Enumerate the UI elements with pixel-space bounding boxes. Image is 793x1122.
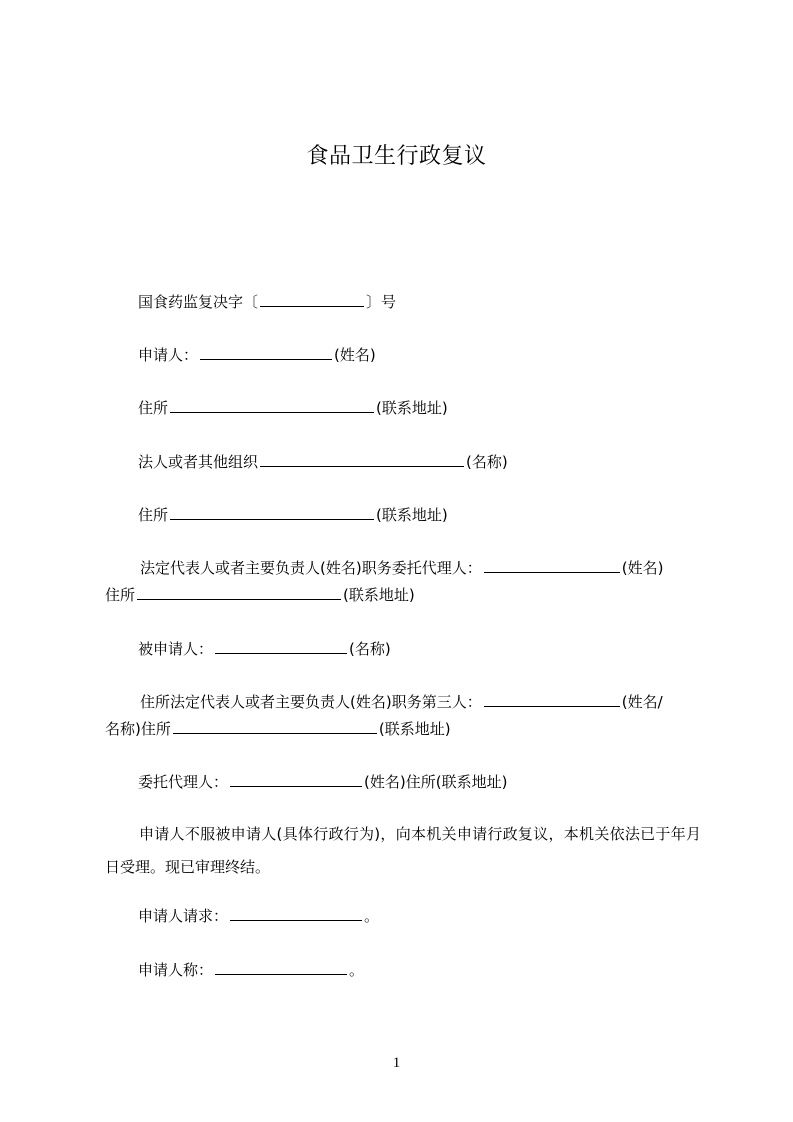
third-party-address-line [105, 719, 451, 738]
third-party-address-note: (联系地址) [378, 720, 451, 738]
request-end: 。 [364, 907, 380, 925]
organization-label: 法人或者其他组织 [138, 453, 259, 471]
applicant-note: (姓名) [334, 346, 376, 364]
third-party-line [140, 692, 663, 711]
third-party-cont: 名称)住所 [105, 720, 171, 738]
respondent-blank [215, 639, 347, 654]
decision-number-prefix: 国食药监复决字〔 [138, 293, 259, 311]
representative-label: 法定代表人或者主要负责人(姓名)职务委托代理人： [140, 559, 482, 577]
page-number: 1 [392, 1055, 401, 1071]
applicant-address-note: (联系地址) [376, 399, 448, 417]
representative-address-line [105, 585, 415, 604]
applicant-blank [200, 345, 332, 360]
agent-note: (姓名)住所(联系地址) [364, 773, 508, 791]
representative-address-label: 住所 [105, 586, 136, 604]
representative-address-note: (联系地址) [343, 586, 415, 604]
organization-address-label: 住所 [138, 506, 169, 524]
organization-address-note: (联系地址) [376, 506, 448, 524]
decision-number-blank [260, 292, 364, 307]
agent-line [138, 772, 507, 791]
representative-note: (姓名) [621, 559, 664, 577]
request-line [138, 906, 379, 925]
claims-blank [215, 960, 347, 975]
decision-number-line [138, 292, 396, 311]
organization-address-blank [170, 505, 374, 520]
agent-blank [230, 772, 362, 787]
request-blank [230, 906, 362, 921]
applicant-label: 申请人： [138, 346, 199, 364]
organization-line [138, 452, 508, 471]
organization-note: (名称) [466, 453, 508, 471]
respondent-label: 被申请人： [138, 640, 214, 658]
representative-blank [484, 558, 620, 573]
respondent-line [138, 639, 391, 658]
agent-label: 委托代理人： [138, 773, 229, 791]
applicant-address-line [138, 398, 448, 417]
third-party-address-blank [173, 719, 377, 734]
request-label: 申请人请求： [138, 907, 229, 925]
representative-address-blank [137, 585, 341, 600]
claims-line [138, 960, 364, 979]
claims-end: 。 [349, 961, 365, 979]
decision-number-suffix: 〕号 [366, 293, 397, 311]
representative-line [140, 558, 663, 577]
applicant-address-label: 住所 [138, 399, 169, 417]
third-party-label: 住所法定代表人或者主要负责人(姓名)职务第三人： [140, 693, 482, 711]
document-title: 食品卫生行政复议 [306, 144, 487, 169]
statement-paragraph: 申请人不服被申请人(具体行政行为)，向本机关申请行政复议，本机关依法已于年月日受理。现已审理终结。 [105, 825, 701, 876]
respondent-note: (名称) [349, 640, 391, 658]
claims-label: 申请人称： [138, 961, 214, 979]
third-party-note: (姓名/ [621, 693, 663, 711]
applicant-line [138, 345, 376, 364]
organization-blank [260, 452, 464, 467]
organization-address-line [138, 505, 448, 524]
third-party-blank [484, 692, 620, 707]
applicant-address-blank [170, 398, 374, 413]
